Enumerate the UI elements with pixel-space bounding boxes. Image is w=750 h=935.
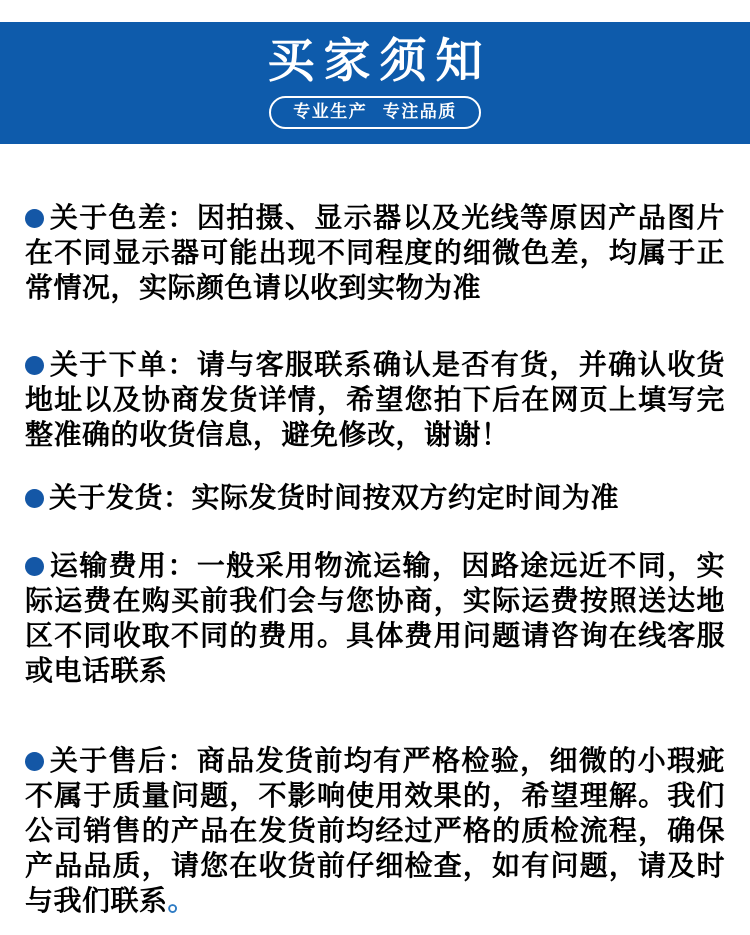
- notice-label: 运输费用：: [49, 549, 197, 582]
- notice-list: [0, 144, 750, 918]
- notice-text: 一般采用物流运输，因路途远近不同，实际运费在购买前我们会与您协商，实际运费按照送达地区不同收取不同的费用。具体费用问题请咨询在线客服或电话联系: [25, 549, 725, 687]
- notice-label: 关于发货：: [49, 481, 192, 514]
- bullet-icon: [25, 752, 44, 771]
- notice-ordering: [25, 347, 725, 452]
- notice-color-difference: [25, 200, 725, 305]
- notice-text: 因拍摄、显示器以及光线等原因产品图片在不同显示器可能出现不同程度的细微色差，均属于正常情况，实际颜色请以收到实物为准: [25, 201, 725, 304]
- tagline-text: 专业生产 专注品质: [293, 102, 457, 122]
- notice-text: 商品发货前均有严格检验，细微的小瑕疵不属于质量问题，不影响使用效果的，希望理解。我们公司销售的产品在发货前均经过严格的质检流程，确保产品品质，请您在收货前仔细检查，如有问题，请及时与我们联系: [25, 744, 725, 917]
- top-spacer: [0, 0, 750, 22]
- notice-text-period: 。: [167, 884, 197, 917]
- notice-after-sales: [25, 743, 725, 918]
- bullet-icon: [25, 489, 44, 508]
- notice-label: 关于色差：: [49, 201, 197, 234]
- notice-label: 关于下单：: [49, 348, 197, 381]
- buyer-notice-banner: [0, 22, 750, 144]
- bullet-icon: [25, 209, 44, 228]
- tagline-pill: [269, 96, 480, 129]
- notice-shipping: [25, 480, 725, 515]
- notice-text: 请与客服联系确认是否有货，并确认收货地址以及协商发货详情，希望您拍下后在网页上填写完整准确的收货信息，避免修改，谢谢！: [25, 348, 725, 451]
- notice-label: 关于售后：: [49, 744, 197, 777]
- bullet-icon: [25, 557, 44, 576]
- notice-freight: [25, 548, 725, 688]
- banner-title: 买家须知: [267, 34, 492, 89]
- bullet-icon: [25, 356, 44, 375]
- notice-text: 实际发货时间按双方约定时间为准: [191, 481, 620, 514]
